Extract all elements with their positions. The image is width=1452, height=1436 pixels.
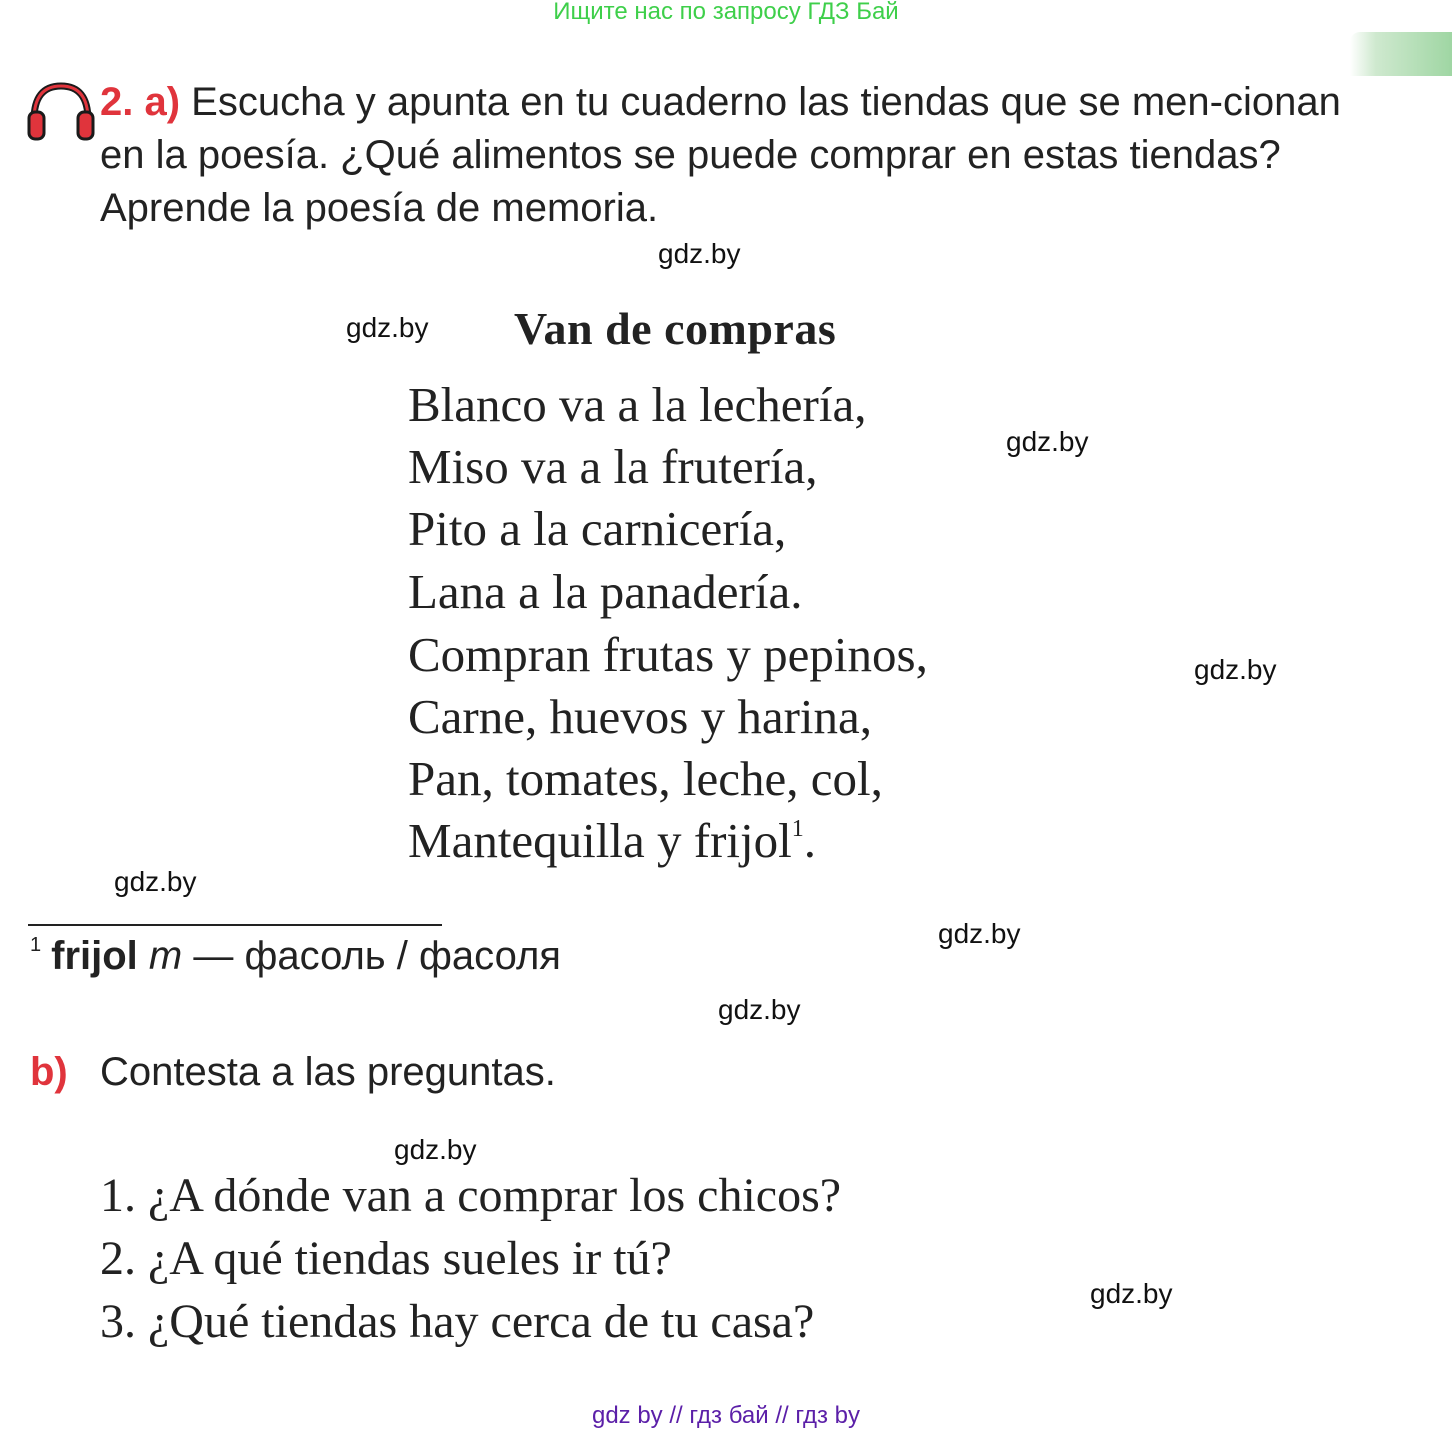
- headphones-icon: [26, 80, 96, 142]
- poem-line: Compran frutas y pepinos,: [408, 627, 928, 682]
- task-a-instruction: [100, 76, 1360, 235]
- watermark: gdz.by: [346, 312, 429, 343]
- poem-line: Pan, tomates, leche, col,: [408, 751, 883, 806]
- footnote-divider: [28, 924, 442, 926]
- footnote-mark: 1: [30, 934, 42, 956]
- watermark: gdz.by: [114, 866, 197, 897]
- question-item: 3. ¿Qué tiendas hay cerca de tu casa?: [100, 1295, 815, 1348]
- watermark: gdz.by: [1194, 654, 1277, 685]
- task-a-number: 2. a): [100, 80, 181, 124]
- poem-line: Blanco va a la lechería,: [408, 377, 867, 432]
- footnote-word: frijol: [51, 934, 138, 978]
- question-item: 1. ¿A dónde van a comprar los chicos?: [100, 1169, 842, 1222]
- footnote-gender: m: [148, 934, 183, 978]
- footnote-translation: — фасоль / фасоля: [193, 934, 561, 978]
- poem-line: Miso va a la frutería,: [408, 439, 818, 494]
- poem-title: Van de compras: [514, 303, 837, 354]
- poem-line-last: [408, 812, 816, 869]
- page-corner-tab: [1350, 32, 1452, 76]
- watermark: gdz.by: [1090, 1278, 1173, 1309]
- question-item: 2. ¿A qué tiendas sueles ir tú?: [100, 1232, 672, 1285]
- poem-line-end: .: [803, 813, 816, 868]
- poem-line: Lana a la panadería.: [408, 564, 803, 619]
- bottom-links[interactable]: gdz by // гдз бай // гдз by: [591, 1402, 861, 1429]
- watermark: gdz.by: [658, 238, 741, 269]
- watermark: gdz.by: [718, 994, 801, 1025]
- poem-line: Pito a la carnicería,: [408, 501, 787, 556]
- watermark: gdz.by: [1006, 426, 1089, 457]
- top-banner: Ищите нас по запросу ГДЗ Бай: [553, 0, 899, 25]
- footnote-reference: 1: [791, 815, 804, 842]
- watermark: gdz.by: [394, 1134, 477, 1165]
- task-a-text: Escucha y apunta en tu cuaderno las tiendas que se men-cionan en la poesía. ¿Qué alimentos se puede comprar en estas tiendas? Aprende la poesía de memoria.: [100, 80, 1341, 230]
- poem-line-text: Mantequilla y frijol: [408, 813, 792, 868]
- footnote: [30, 934, 561, 979]
- watermark: gdz.by: [938, 918, 1021, 949]
- poem-line: Carne, huevos y harina,: [408, 689, 872, 744]
- task-b-text: Contesta a las preguntas.: [100, 1050, 556, 1094]
- task-b-label: b): [30, 1050, 68, 1094]
